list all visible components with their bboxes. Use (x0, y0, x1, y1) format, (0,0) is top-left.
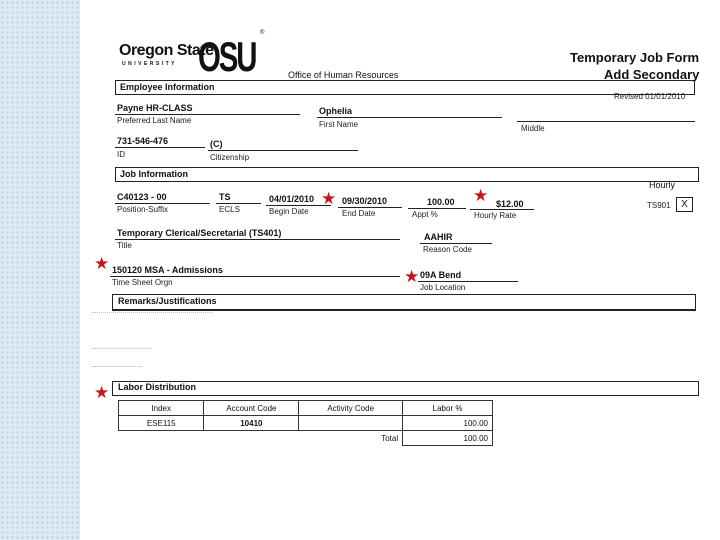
orgn-label: Time Sheet Orgn (112, 278, 173, 287)
table-row (119, 416, 493, 431)
office-name: Office of Human Resources (288, 70, 399, 80)
remarks-label: Remarks/Justifications (118, 296, 217, 306)
location-label: Job Location (420, 283, 466, 292)
table-header-row (119, 401, 493, 416)
id-label: ID (117, 150, 125, 159)
cell-index: ESE115 (119, 416, 204, 431)
decorative-sidebar-pattern (0, 0, 80, 540)
star-icon: ★ (94, 383, 110, 402)
title-label: Title (117, 241, 132, 250)
table-total-row (119, 431, 493, 446)
revised-date: Revised 01/01/2010 (614, 92, 686, 101)
logo-name-line2: UNIVERSITY (122, 61, 178, 67)
star-icon: ★ (473, 186, 489, 205)
ts-checkbox[interactable]: X (676, 197, 693, 212)
begin-date-value: 04/01/2010 (269, 194, 315, 204)
last-name-label: Preferred Last Name (117, 116, 192, 125)
pay-type: Hourly (649, 180, 676, 190)
ecls-label: ECLS (219, 205, 240, 214)
position-label: Position-Suffix (117, 205, 168, 214)
total-label: Total (119, 431, 403, 446)
hourly-rate-label: Hourly Rate (474, 211, 517, 220)
form-page (82, 0, 720, 540)
header-index: Index (119, 401, 204, 416)
employee-info-label: Employee Information (120, 82, 215, 92)
star-icon: ★ (94, 254, 110, 273)
end-date-value: 09/30/2010 (342, 196, 388, 206)
header-account-code: Account Code (204, 401, 299, 416)
header-activity-code: Activity Code (299, 401, 403, 416)
citizenship-label: Citizenship (210, 153, 250, 162)
job-info-label: Job Information (120, 169, 188, 179)
cell-activity-code (299, 416, 403, 431)
star-icon: ★ (321, 189, 337, 208)
reason-code-value: AAHIR (424, 232, 453, 242)
ecls-value: TS (219, 192, 231, 202)
title-value: Temporary Clerical/Secretarial (TS401) (117, 228, 282, 238)
appt-value: 100.00 (427, 197, 455, 207)
ts-code: TS901 (647, 201, 671, 210)
labor-dist-label: Labor Distribution (118, 382, 196, 392)
cell-account-code: 10410 (204, 416, 299, 431)
form-subtitle: Add Secondary (604, 67, 700, 82)
begin-date-label: Begin Date (269, 207, 309, 216)
header-labor-percent: Labor % (403, 401, 493, 416)
total-value: 100.00 (403, 431, 493, 446)
labor-dist-header-box (112, 381, 699, 396)
citizenship-value: (C) (210, 139, 223, 149)
id-value: 731-546-476 (117, 136, 169, 146)
middle-label: Middle (521, 124, 545, 133)
reason-code-label: Reason Code (423, 245, 472, 254)
logo-trademark: ® (260, 30, 265, 36)
appt-label: Appt % (412, 210, 438, 219)
form-title: Temporary Job Form (570, 50, 700, 65)
labor-distribution-table (118, 400, 493, 446)
last-name-value: Payne HR-CLASS (117, 103, 193, 113)
location-value: 09A Bend (420, 270, 462, 280)
first-name-label: First Name (319, 120, 359, 129)
hourly-rate-value: $12.00 (496, 199, 524, 209)
logo-name-line1: Oregon State (119, 42, 214, 59)
end-date-label: End Date (342, 209, 376, 218)
job-info-header-box (115, 167, 699, 182)
orgn-value: 150120 MSA - Admissions (112, 265, 223, 275)
first-name-value: Ophelia (319, 106, 353, 116)
star-icon: ★ (404, 267, 420, 286)
position-value: C40123 - 00 (117, 192, 167, 202)
logo-mark: OSU (198, 33, 256, 80)
cell-labor-percent: 100.00 (403, 416, 493, 431)
